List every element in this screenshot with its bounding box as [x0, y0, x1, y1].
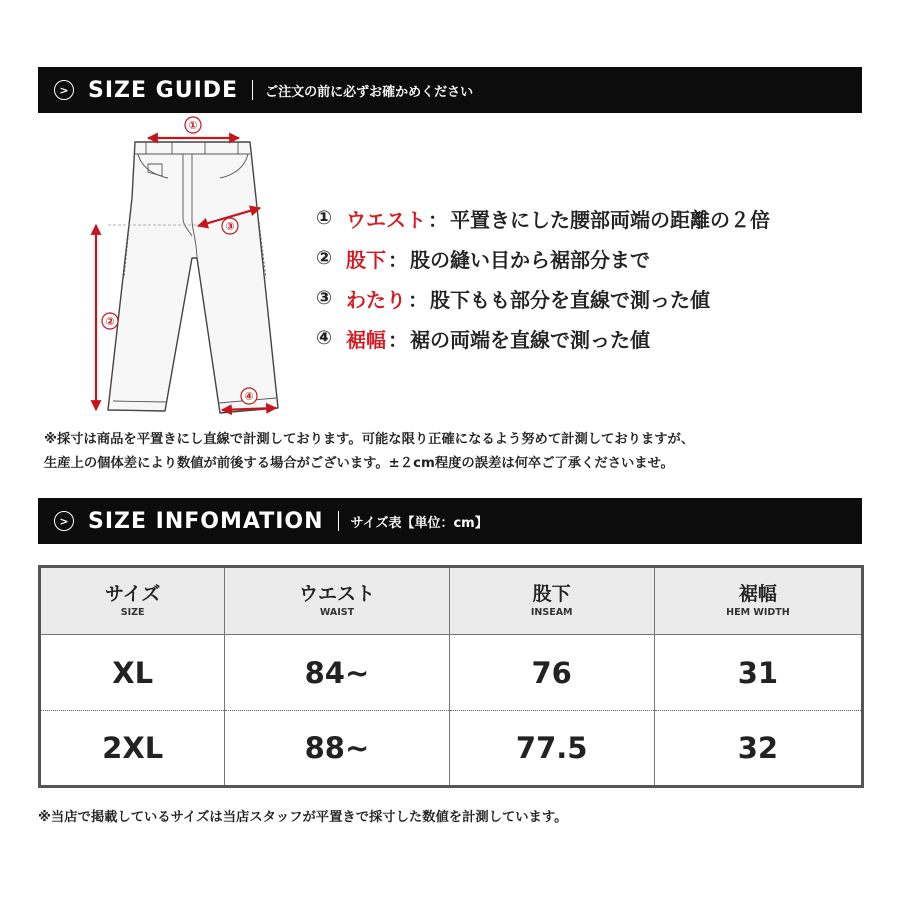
legend-number: ④ — [316, 327, 333, 349]
column-header-waist: ウエスト WAIST — [225, 567, 449, 635]
legend-item-hem: ④ 裾幅 ： 裾の両端を直線で測った値 — [316, 318, 770, 358]
chevron-right-circle-icon: > — [54, 80, 74, 100]
column-header-size: サイズ SIZE — [40, 567, 225, 635]
cell-size: XL — [40, 635, 225, 711]
pants-diagram — [80, 108, 300, 420]
legend-description: 平置きにした腰部両端の距離の２倍 — [450, 207, 770, 232]
legend-term: ウエスト — [346, 207, 426, 232]
size-info-header — [38, 498, 862, 544]
footnote: ※当店で掲載しているサイズは当店スタッフが平置きで採寸した数値を計測しています。 — [38, 810, 568, 825]
column-header-hem-width: 裾幅 HEM WIDTH — [654, 567, 862, 635]
legend-number: ② — [316, 247, 333, 269]
note-line-1: ※採寸は商品を平置きにし直線で計測しております。可能な限り正確になるよう努めて計測しておりますが、 — [44, 432, 695, 447]
marker-hem: ④ — [244, 390, 254, 403]
marker-thigh: ③ — [225, 220, 235, 233]
measurement-notes — [44, 428, 874, 476]
legend-item-inseam: ② 股下 ： 股の縫い目から裾部分まで — [316, 238, 770, 278]
size-guide-header — [38, 67, 862, 113]
cell-waist: 88~ — [225, 711, 449, 787]
header-divider — [252, 80, 253, 100]
measurement-legend — [316, 198, 770, 358]
legend-description: 裾の両端を直線で測った値 — [410, 327, 650, 352]
size-info-subtitle: サイズ表【単位：cm】 — [350, 515, 488, 531]
table-row — [40, 635, 863, 711]
cell-inseam: 77.5 — [449, 711, 654, 787]
cell-hem-width: 31 — [654, 635, 862, 711]
table-header-row — [40, 567, 863, 635]
cell-inseam: 76 — [449, 635, 654, 711]
size-guide-title: SIZE GUIDE — [88, 77, 239, 103]
legend-item-thigh: ③ わたり ： 股下もも部分を直線で測った値 — [316, 278, 770, 318]
note-line-2: 生産上の個体差により数値が前後する場合がございます。±２cm程度の誤差は何卒ご了承くださいませ。 — [44, 456, 674, 471]
legend-term: 股下 — [346, 247, 386, 272]
legend-description: 股下もも部分を直線で測った値 — [430, 287, 710, 312]
pants-outline — [108, 142, 278, 413]
legend-description: 股の縫い目から裾部分まで — [410, 247, 650, 272]
cell-size: 2XL — [102, 731, 164, 765]
legend-item-waist: ① ウエスト ： 平置きにした腰部両端の距離の２倍 — [316, 198, 770, 238]
header-divider — [338, 511, 339, 531]
size-info-title: SIZE INFOMATION — [88, 508, 324, 534]
marker-waist: ① — [188, 119, 198, 132]
column-header-inseam: 股下 INSEAM — [449, 567, 654, 635]
legend-term: わたり — [346, 287, 406, 312]
size-table — [38, 565, 864, 788]
chevron-right-circle-icon: > — [54, 511, 74, 531]
cell-hem-width: 32 — [654, 711, 862, 787]
cell-waist: 84~ — [225, 635, 449, 711]
marker-inseam: ② — [105, 315, 115, 328]
legend-number: ③ — [316, 287, 333, 309]
legend-number: ① — [316, 207, 333, 229]
size-guide-subtitle: ご注文の前に必ずお確かめください — [265, 84, 474, 100]
table-row — [40, 711, 863, 787]
legend-term: 裾幅 — [346, 327, 386, 352]
